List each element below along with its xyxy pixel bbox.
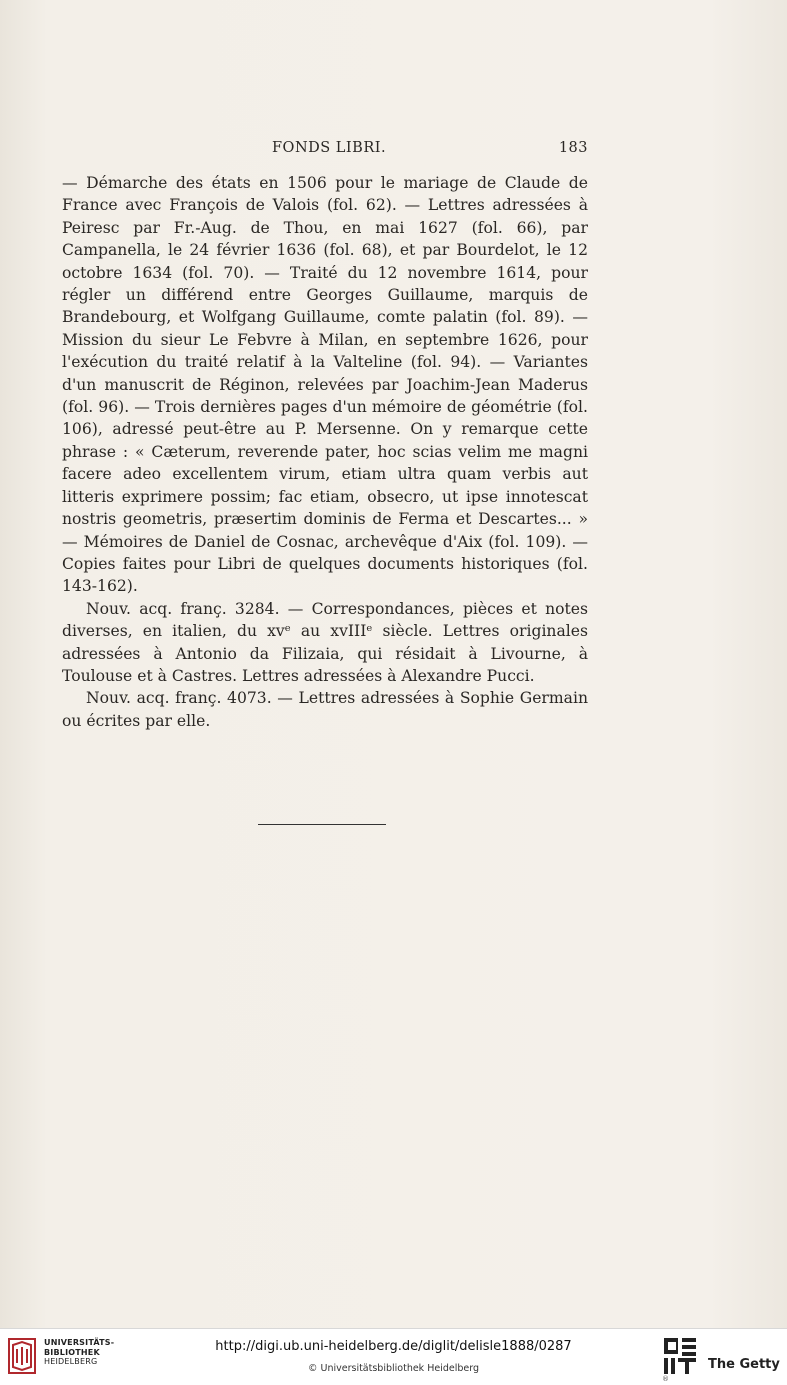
partner-name[interactable]: The Getty (708, 1357, 780, 1372)
copyright-notice: © Universitätsbibliothek Heidelberg (307, 1363, 479, 1374)
body-text (62, 172, 588, 732)
running-head (62, 140, 588, 162)
registered-mark: ® (662, 1375, 669, 1383)
getty-logo-icon[interactable] (662, 1336, 698, 1376)
library-name: UNIVERSITÄTS- BIBLIOTHEK HEIDELBERG (44, 1338, 115, 1366)
permalink-url[interactable]: http://digi.ub.uni-heidelberg.de/diglit/delisle1888/0287 (215, 1339, 572, 1354)
viewer-footer (0, 1328, 787, 1385)
running-head-title: FONDS LIBRI. (272, 140, 387, 156)
section-end-rule (258, 824, 386, 825)
paragraph-3: Nouv. acq. franç. 4073. — Lettres adressées à Sophie Germain ou écrites par elle. (62, 689, 588, 730)
paragraph-1: — Démarche des états en 1506 pour le mariage de Claude de France avec François de Valois (fol. 62). — Lettres adressées à Peiresc par Fr.-Aug. de Thou, en mai 1627 (fol. 66), par Campanella, le 24 février 1636 (fol. 68), et par Bourdelot, le 12 octobre 1634 (fol. 70). — Traité du 12 novembre 1614, pour régler un différend entre Georges Guillaume, marquis de Brandebourg, et Wolfgang Guillaume, comte palatin (fol. 89). — Mission du sieur Le Febvre à Milan, en septembre 1626, pour l'exécution du traité relatif à la Valteline (fol. 94). — Variantes d'un manuscrit de Réginon, relevées par Joachim-Jean Maderus (fol. 96). — Trois dernières pages d'un mémoire de géométrie (fol. 106), adressé peut-être au P. Mersenne. On y remarque cette phrase : « Cæterum, reverende pater, hoc scias velim me magni facere adeo excellentem virum, etiam ultra quam verbis aut litteris exprimere possim; fac etiam, obsecro, ut ipse innotescat nostris geometris, præsertim dominis de Ferma et Descartes... » — Mémoires de Daniel de Cosnac, archevêque d'Aix (fol. 109). — Copies faites pour Libri de quelques documents historiques (fol. 143-162). (62, 174, 588, 596)
paragraph-2: Nouv. acq. franç. 3284. — Correspondances, pièces et notes diverses, en italien, du xvᵉ au xvIIIᵉ siècle. Lettres originales adressées à Antonio da Filizaia, qui résidait à Livourne, à Toulouse et à Castres. Lettres adressées à Alexandre Pucci. (62, 599, 588, 685)
page-number: 183 (558, 140, 588, 156)
